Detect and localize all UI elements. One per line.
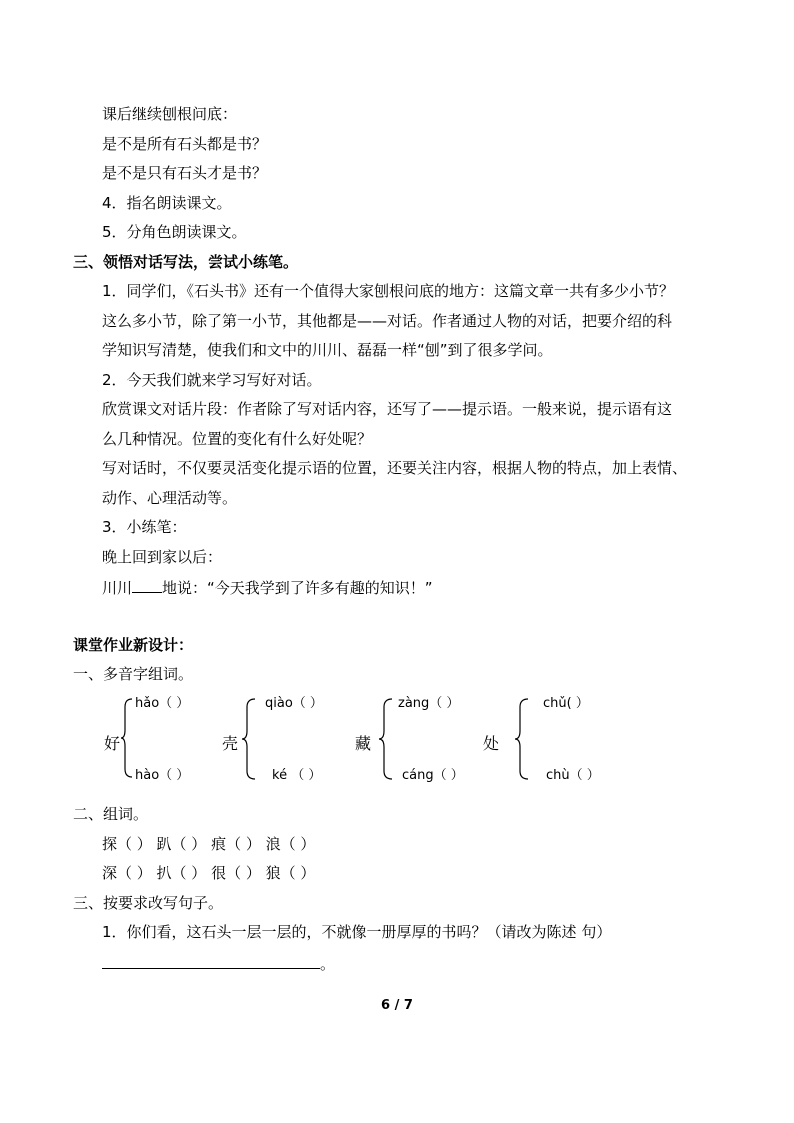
homework-title: 课堂作业新设计： (73, 636, 194, 654)
text-line: 晚上回到家以后： (102, 548, 223, 566)
text-line: 写对话时，不仅要灵活变化提示语的位置，还要关注内容，根据人物的特点，加上表情、 (102, 459, 688, 477)
sentence-start: 川川 (102, 579, 133, 597)
left-brace-icon (514, 697, 530, 781)
text-line: 欣赏课文对话片段：作者除了写对话内容，还写了——提示语。一般来说，提示语有这 (102, 400, 673, 418)
section-heading: 三、领悟对话写法，尝试小练笔。 (73, 253, 299, 271)
text-line: 3．小练笔： (102, 518, 187, 536)
section-heading: 一、多音字组词。 (73, 665, 194, 683)
text-line: 学知识写清楚，使我们和文中的川川、磊磊一样“刨”到了很多学问。 (102, 341, 553, 359)
pinyin-bottom: hào（ ） (135, 768, 190, 783)
polyphone-char: 藏 (355, 734, 372, 753)
text-line: 是不是所有石头都是书？ (102, 135, 268, 153)
section-heading: 二、组词。 (73, 805, 149, 823)
text-line: 动作、心理活动等。 (102, 489, 238, 507)
pinyin-top: zàng（ ） (398, 696, 460, 711)
sentence-end: 地说：“今天我学到了许多有趣的知识！” (162, 579, 433, 597)
text-line: 1．同学们，《石头书》还有一个值得大家刨根问底的地方：这篇文章一共有多少小节？ (102, 282, 675, 300)
left-brace-icon (120, 697, 134, 779)
text-line: 2．今天我们就来学习写好对话。 (102, 371, 322, 389)
pinyin-bottom: chù（ ） (546, 768, 600, 783)
fill-in-sentence (102, 576, 433, 598)
pinyin-top: qiào（ ） (265, 696, 323, 711)
page-number: 6 / 7 (381, 998, 413, 1013)
left-brace-icon (378, 697, 394, 781)
polyphone-char: 好 (104, 734, 121, 753)
question-text: 1．你们看，这石头一层一层的，不就像一册厚厚的书吗？（请改为陈述 句） (102, 923, 612, 941)
word-row: 深（ ） 扒（ ） 很（ ） 狼（ ） (102, 864, 316, 882)
answer-end: 。 (320, 955, 336, 973)
text-line: 么几种情况。位置的变化有什么好处呢？ (102, 430, 373, 448)
answer-blank[interactable] (102, 952, 320, 969)
text-line: 这么多小节，除了第一小节，其他都是——对话。作者通过人物的对话，把要介绍的科 (102, 312, 673, 330)
answer-blank[interactable] (132, 576, 162, 593)
pinyin-top: chǔ( ） (543, 696, 589, 711)
pinyin-top: hǎo（ ） (135, 696, 190, 711)
text-line: 是不是只有石头才是书？ (102, 164, 268, 182)
text-line: 课后继续刨根问底： (102, 105, 238, 123)
answer-line (102, 952, 335, 974)
text-line: 4．指名朗读课文。 (102, 194, 232, 212)
left-brace-icon (241, 697, 257, 781)
section-heading: 三、按要求改写句子。 (73, 894, 224, 912)
word-row: 探（ ） 趴（ ） 痕（ ） 浪（ ） (102, 835, 316, 853)
polyphone-char: 壳 (222, 734, 239, 753)
pinyin-bottom: cáng（ ） (402, 768, 464, 783)
polyphone-char: 处 (483, 734, 500, 753)
pinyin-bottom: ké （ ） (272, 768, 322, 783)
text-line: 5．分角色朗读课文。 (102, 223, 247, 241)
